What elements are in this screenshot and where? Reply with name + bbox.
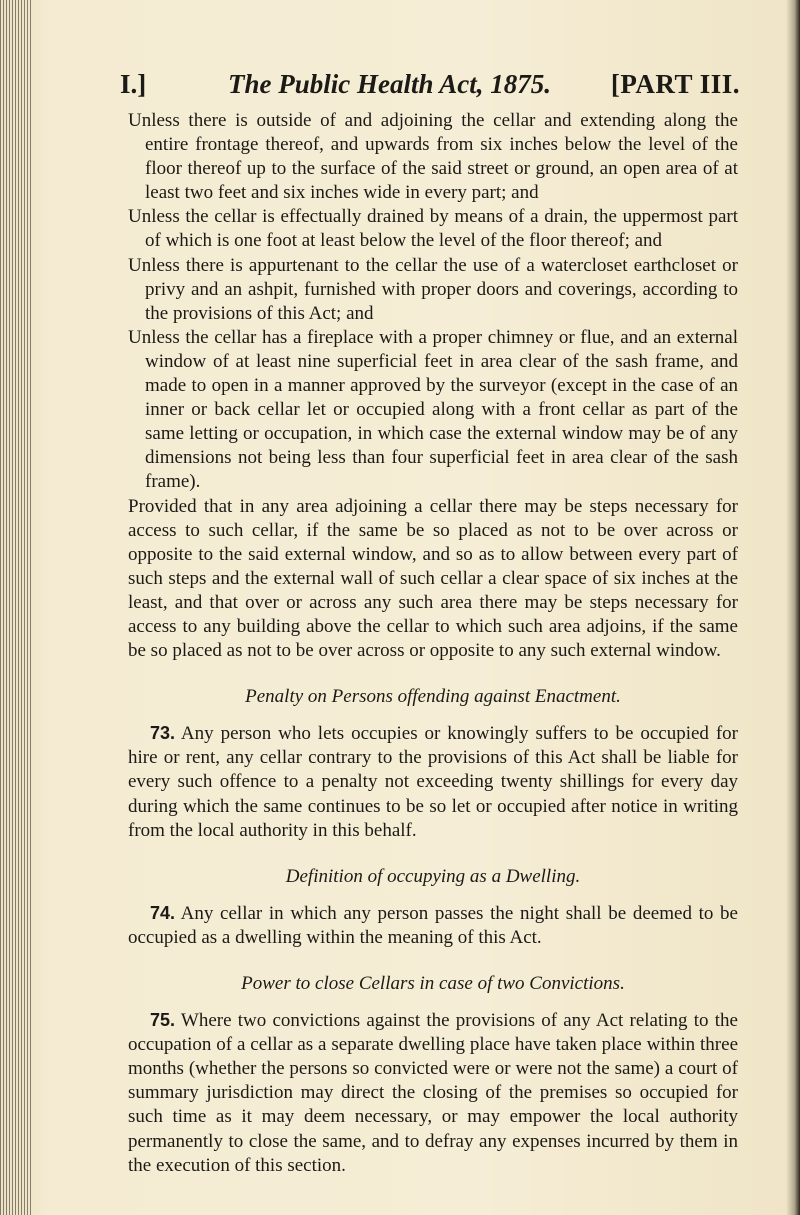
section-text: Where two convictions against the provisions of any Act relating to the occupation of a cellar as a separate dwelling place have taken place within three months (whether the persons so convicted were or were not the same) a court of summary jurisdiction may direct the closing of the premises so occupied for such time as it may deem necessary, or may empower the local authority permanently to close the same, and to defray any expenses incurred by them in the execution of this section. bbox=[128, 1010, 738, 1176]
section-heading: Penalty on Persons offending against Enactment. bbox=[245, 686, 621, 708]
proviso-paragraph: Provided that in any area adjoining a cellar there may be steps necessary for access to such cellar, if the same be so placed as not to be over across or opposite to the said external window, and so as to allow between every part of such steps and the external wall of such cellar a clear space of six inches at the least, and that over or across any such area there may be steps necessary for access to any building above the cellar to which such area adjoins, if the same be so placed as not to be over across or opposite to any such external window. bbox=[128, 495, 738, 662]
book-spine-shadow bbox=[0, 0, 32, 1215]
header-title: The Public Health Act, 1875. bbox=[228, 69, 551, 99]
body-text bbox=[128, 109, 738, 1178]
condition-paragraph: Unless there is appurtenant to the cellar the use of a watercloset earthcloset or privy and an ashpit, furnished with proper doors and coverings, according to the provisions of this Act; and bbox=[128, 254, 738, 324]
header-part: [PART III. bbox=[610, 69, 740, 99]
condition-paragraph: Unless the cellar is effectually drained by means of a drain, the uppermost part of which is one foot at least below the level of the floor thereof; and bbox=[128, 206, 738, 252]
section-paragraph bbox=[128, 901, 738, 950]
section-number: 75. bbox=[150, 1010, 176, 1031]
section-paragraph bbox=[128, 1008, 738, 1178]
page-edge-shadow bbox=[786, 0, 800, 1215]
condition-paragraph: Unless there is outside of and adjoining the cellar and extending along the entire frontage thereof, and upwards from six inches below the level of the floor thereof up to the surface of the said street or ground, an open area of at least two feet and six inches wide in every part; and bbox=[128, 110, 738, 204]
running-header bbox=[120, 64, 740, 104]
condition-paragraph: Unless the cellar has a fireplace with a proper chimney or flue, and an external window of at least nine superficial feet in area clear of the sash frame, and made to open in a manner approved by the surveyor (except in the case of an inner or back cellar let or occupied along with a front cellar as part of the same letting or occupation, in which case the external window may be of any dimensions not being less than four superficial feet in area clear of the sash frame). bbox=[128, 326, 738, 493]
section-heading: Definition of occupying as a Dwelling. bbox=[285, 865, 581, 887]
section-paragraph bbox=[128, 721, 738, 842]
section-text: Any cellar in which any person passes the night shall be deemed to be occupied as a dwelling within the meaning of this Act. bbox=[128, 902, 738, 948]
section-number: 74. bbox=[150, 902, 176, 923]
section-number: 73. bbox=[150, 723, 176, 744]
header-chapter: I.] bbox=[120, 69, 147, 99]
section-text: Any person who lets occupies or knowingly suffers to be occupied for hire or rent, any cellar contrary to the provisions of this Act shall be liable for every such offence to a penalty not exceeding twenty shillings for every day during which the same continues to be so let or occupied after notice in writing from the local authority in this behalf. bbox=[128, 723, 738, 841]
section-heading: Power to close Cellars in case of two Convictions. bbox=[241, 973, 625, 994]
